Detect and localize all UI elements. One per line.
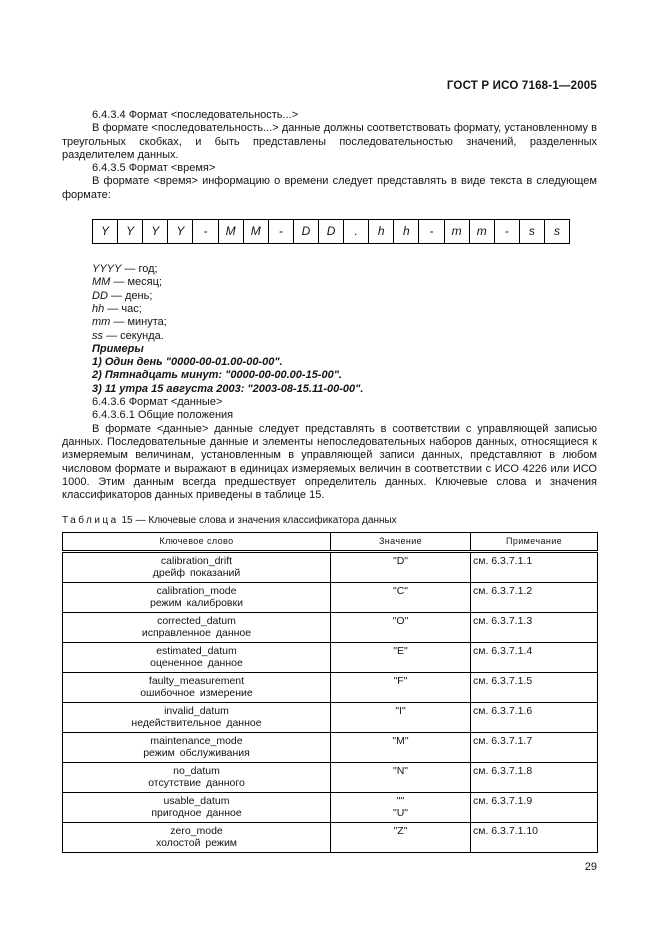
value-line: "" (396, 795, 405, 808)
definition-term: DD (92, 289, 108, 302)
table-row (63, 613, 598, 643)
section-heading-6-4-3-6: 6.4.3.6 Формат <данные> (92, 396, 223, 409)
definition-line: mm — минута; (92, 316, 167, 329)
format-cell: M (244, 220, 269, 243)
definition-line: ss — секунда. (92, 329, 164, 342)
format-cell: Y (118, 220, 143, 243)
keyword-russian: холостой режим (155, 837, 238, 850)
format-cell: D (294, 220, 319, 243)
keyword-cell (63, 673, 331, 703)
page-content (62, 109, 597, 850)
format-cell: Y (143, 220, 168, 243)
section-heading-6-4-3-5: 6.4.3.5 Формат <время> (92, 162, 216, 175)
definition-term: ss (92, 329, 103, 342)
definition-line: YYYY — год; (92, 263, 158, 276)
format-cell: m (470, 220, 495, 243)
definition-term: MM (92, 276, 111, 289)
keyword-english: faulty_measurement (148, 675, 245, 688)
definition-term: YYYY (92, 263, 122, 276)
keyword-cell (63, 613, 331, 643)
table-row (63, 643, 598, 673)
note-cell: см. 6.3.7.1.10 (471, 823, 598, 853)
format-cell: h (394, 220, 419, 243)
paragraph-6-4-3-4: В формате <последовательность...> данные должны соответствовать формату, установленному в треугольных скобках, и быть представлены последовательностью значений, разделенных разделителем данных. (62, 122, 597, 161)
keyword-english: invalid_datum (164, 705, 229, 718)
keyword-russian: пригодное данное (151, 807, 242, 820)
keyword-russian: дрейф показаний (152, 567, 241, 580)
value-line: "U" (392, 807, 409, 820)
note-cell: см. 6.3.7.1.8 (471, 763, 598, 793)
table-row (63, 733, 598, 763)
section-heading-6-4-3-4: 6.4.3.4 Формат <последовательность...> (92, 109, 299, 121)
format-cell: h (369, 220, 394, 243)
table-header-row (63, 533, 598, 552)
note-cell: см. 6.3.7.1.3 (471, 613, 598, 643)
format-cell: D (319, 220, 344, 243)
paragraph-6-4-3-6-1: В формате <данные> данные следует представлять в соответствии с управляющей записью данных. Последовательные данные и элементы непоследовательных наборов данных, относящиеся к измеряемым величинам, установленным в управляющей записи данных, представляют в любом числовом формате и выражают в единицах измеряемых величин в соответствии с ИСО 4226 или ИСО 1000. Этим данным всегда предшествует определитель данных. Ключевые слова и значения классификаторов данных приведены в таблице 15. (62, 422, 597, 502)
page-number: 29 (584, 861, 597, 873)
examples-label: Примеры (92, 342, 144, 355)
note-cell: см. 6.3.7.1.4 (471, 643, 598, 673)
format-cell: m (445, 220, 470, 243)
value-cell (331, 793, 471, 823)
value-line: "Z" (393, 825, 408, 838)
table-row (63, 552, 598, 583)
keyword-cell (63, 763, 331, 793)
value-cell (331, 703, 471, 733)
standard-designation: ГОСТ Р ИСО 7168-1—2005 (446, 80, 597, 92)
example-item: 1) Один день "0000-00-01.00-00-00". (92, 356, 283, 369)
keyword-english: calibration_mode (156, 585, 237, 598)
definition-term: mm (92, 316, 111, 329)
keyword-cell (63, 643, 331, 673)
table-15-block (62, 514, 597, 853)
keyword-cell (63, 703, 331, 733)
keyword-english: no_datum (173, 765, 220, 778)
note-cell: см. 6.3.7.1.5 (471, 673, 598, 703)
value-cell (331, 643, 471, 673)
note-cell: см. 6.3.7.1.9 (471, 793, 598, 823)
keyword-russian: исправленное данное (141, 627, 252, 640)
keyword-english: usable_datum (163, 795, 230, 808)
format-cell: - (495, 220, 520, 243)
classifier-table (62, 532, 598, 853)
format-cell: M (219, 220, 244, 243)
format-cell: . (344, 220, 369, 243)
value-line: "D" (392, 555, 409, 568)
section-heading-6-4-3-6-1: 6.4.3.6.1 Общие положения (92, 409, 234, 422)
value-line: "F" (393, 675, 408, 688)
keyword-cell (63, 823, 331, 853)
keyword-english: corrected_datum (157, 615, 236, 628)
format-cell: - (419, 220, 444, 243)
column-header: Ключевое слово (63, 533, 331, 552)
keyword-english: zero_mode (170, 825, 223, 838)
table-caption-number: 15 (121, 515, 133, 526)
keyword-russian: оцененное данное (150, 657, 243, 670)
keyword-russian: отсутствие данного (148, 777, 245, 790)
keyword-english: estimated_datum (156, 645, 237, 658)
table-row (63, 703, 598, 733)
keyword-cell (63, 583, 331, 613)
table-caption (62, 514, 597, 527)
time-format-strip (92, 219, 570, 244)
time-format-definitions (62, 263, 597, 343)
column-header: Примечание (471, 533, 598, 552)
keyword-english: maintenance_mode (150, 735, 243, 748)
example-item: 3) 11 утра 15 августа 2003: "2003-08-15.11-00-00". (92, 382, 364, 395)
format-cell: - (269, 220, 294, 243)
value-line: "E" (393, 645, 408, 658)
value-cell (331, 673, 471, 703)
keyword-cell (63, 793, 331, 823)
note-cell: см. 6.3.7.1.2 (471, 583, 598, 613)
format-cell: Y (168, 220, 193, 243)
examples-list (62, 356, 597, 396)
note-cell: см. 6.3.7.1.7 (471, 733, 598, 763)
keyword-russian: режим обслуживания (143, 747, 250, 760)
value-line: "O" (392, 615, 409, 628)
value-cell (331, 763, 471, 793)
keyword-cell (63, 552, 331, 583)
paragraph-6-4-3-5: В формате <время> информацию о времени следует представлять в виде текста в следующем формате: (62, 175, 597, 201)
value-line: "I" (395, 705, 406, 718)
value-cell (331, 552, 471, 583)
definition-line: hh — час; (92, 302, 142, 315)
definition-term: hh (92, 302, 105, 315)
definition-line: DD — день; (92, 289, 153, 302)
definition-line: MM — месяц; (92, 276, 162, 289)
value-cell (331, 583, 471, 613)
format-cell: - (193, 220, 218, 243)
value-line: "N" (392, 765, 409, 778)
note-cell: см. 6.3.7.1.1 (471, 552, 598, 583)
table-row (63, 793, 598, 823)
keyword-english: calibration_drift (160, 555, 233, 568)
note-cell: см. 6.3.7.1.6 (471, 703, 598, 733)
value-line: "M" (392, 735, 409, 748)
column-header: Значение (331, 533, 471, 552)
value-line: "C" (392, 585, 409, 598)
keyword-russian: недействительное данное (131, 717, 262, 730)
format-cell: Y (93, 220, 118, 243)
table-caption-word: Таблица (62, 515, 119, 526)
table-row (63, 823, 598, 853)
keyword-cell (63, 733, 331, 763)
value-cell (331, 823, 471, 853)
keyword-russian: режим калибровки (150, 597, 243, 610)
value-cell (331, 733, 471, 763)
format-cell: s (520, 220, 545, 243)
value-cell (331, 613, 471, 643)
example-item: 2) Пятнадцать минут: "0000-00-00.00-15-00". (92, 369, 342, 382)
table-row (63, 583, 598, 613)
table-row (63, 673, 598, 703)
table-caption-title: — Ключевые слова и значения классификатора данных (135, 515, 397, 526)
format-cell: s (554, 223, 561, 238)
table-row (63, 763, 598, 793)
keyword-russian: ошибочное измерение (140, 687, 253, 700)
